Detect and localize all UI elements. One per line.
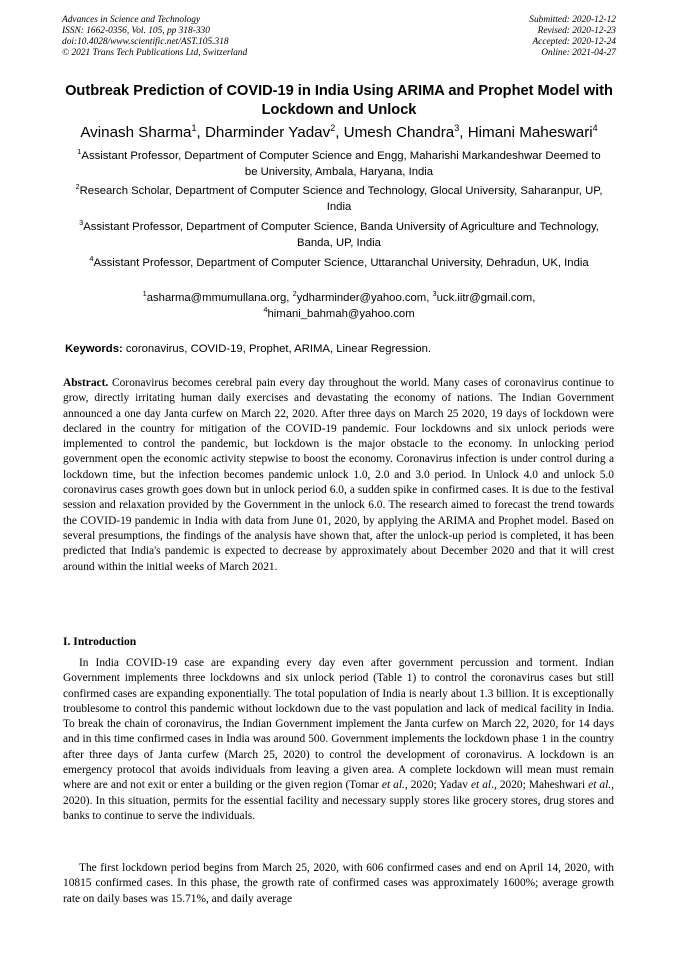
abstract-label: Abstract.: [63, 377, 109, 389]
submitted-date: Submitted: 2020-12-12: [529, 15, 616, 25]
author-sup: 4: [592, 122, 598, 133]
affiliation-sup: 1: [77, 147, 82, 157]
paragraph-text: 2020; Yadav: [407, 779, 471, 792]
email-sup: 3: [432, 289, 437, 299]
paragraph-text: ., 2020; Maheshwari: [491, 779, 589, 792]
author-sup: 2: [330, 122, 336, 133]
copyright-info: © 2021 Trans Tech Publications Ltd, Switzerland: [62, 48, 248, 59]
paper-title: Outbreak Prediction of COVID-19 in India Using ARIMA and Prophet Model with Lockdown and Unlock: [65, 83, 613, 118]
author-name: Avinash Sharma: [80, 124, 192, 141]
submission-dates: [529, 15, 616, 59]
email-link[interactable]: asharma@mmumullana.org: [146, 292, 287, 304]
author-sup: 1: [191, 122, 197, 133]
section-heading: I. Introduction: [63, 635, 137, 648]
affiliation-sup: 4: [89, 254, 94, 264]
accepted-date: Accepted: 2020-12-24: [532, 37, 616, 48]
email-sup: 2: [292, 289, 297, 299]
paragraph-text: In India COVID-19 case are expanding every day even after government percussion and torment. Indian Government implements three lockdowns and six unlock period (Table 1) to control the coronavirus cases but still confirmed cases are expanding exponentially. The total population of India is nearly about 1.3 billion. It is exceptionally troublesome to control this pandemic without lockdown due to the vast population and lack of medical facility in India. To break the chain of coronavirus, the Indian Government implement the Janta curfew on March 22, 2020, for 14 days and in this time confirmed cases in India was around 500. Government implements the lockdown phase 1 in the country after three days of Janta curfew (March 25, 2020) to control the development of coronavirus. A lockdown is an emergency protocol that avoids individuals from leaving a given area. A complete lockdown will mean must remain where are and not exit or enter a building or the given region (Tomar: [63, 657, 614, 792]
affiliation: [70, 220, 608, 251]
email-sup: 4: [263, 304, 268, 314]
email-link[interactable]: ydharminder@yahoo.com: [296, 292, 427, 304]
keywords-text: coronavirus, COVID-19, Prophet, ARIMA, Linear Regression.: [125, 343, 432, 355]
journal-name: Advances in Science and Technology: [62, 15, 201, 25]
revised-date: Revised: 2020-12-23: [537, 26, 616, 37]
email-link[interactable]: uck.iitr@gmail.com: [436, 292, 533, 304]
body-paragraph: The first lockdown period begins from March 25, 2020, with 606 confirmed cases and end on April 14, 2020, with 10815 confirmed cases. In this phase, the growth rate of confirmed cases was approximately 1600%; average growth rate on daily bases was 15.71%, and daily average: [63, 862, 614, 905]
keywords-label: Keywords:: [65, 343, 123, 355]
author-name: Umesh Chandra: [343, 124, 455, 141]
author-sup: 3: [454, 122, 460, 133]
abstract-text: Coronavirus becomes cerebral pain every day throughout the world. Many cases of coronavirus continue to grow, directly irritating human daily exercises and devastating the economy of nations. The Indian Government announced a one day Janta curfew on March 22, 2020. After three days on March 25 2020, 19 days of lockdown were declared in the country for mitigation of the COVID-19 pandemic. Four lockdowns and six unlock periods were implemented to control the pandemic, but lockdown is the major obstacle to the economy. In unlocking period government open the economic activity stepwise to boost the economy. Coronavirus infection is under control during a lockdown time, but the infection becomes pandemic unlock 1.0, 2.0 and 3.0 period. In Unlock 4.0 and unlock 5.0 coronavirus cases growth goes down but in unlock period 6.0, a sudden spike in confirmed cases. It is due to the festival session and relaxation provided by the Government in the unlock 6.0. The research aimed to forecast the trend towards the COVID-19 pandemic in India with data from June 01, 2020, by applying the ARIMA and Prophet model. Based on several presumptions, the findings of the analysis have shown that, after the unlock-up period is completed, it has been predicted that India's pandemic is expected to decrease by approximately about December 2020 and that it will crest around within the initial weeks of March 2021.: [63, 377, 614, 573]
affiliation: [70, 149, 608, 180]
citation-etal: et al.,: [588, 779, 614, 792]
journal-info: [62, 15, 247, 59]
abstract: [63, 376, 614, 575]
keywords: [65, 342, 625, 357]
affiliation-sup: 2: [75, 182, 80, 192]
doi-info: doi:10.4028/www.scientific.net/AST.105.318: [62, 37, 229, 48]
citation-etal: et al.,: [381, 779, 408, 792]
citation-etal: et al: [470, 779, 492, 792]
author-name: Dharminder Yadav: [204, 124, 331, 141]
affiliation-text: Assistant Professor, Department of Computer Science, Uttaranchal University, Dehradun, UK, India: [93, 257, 589, 269]
issn-info: ISSN: 1662-0356, Vol. 105, pp 318-330: [62, 26, 210, 37]
affiliation-sup: 3: [79, 218, 84, 228]
affiliation-text: Research Scholar, Department of Computer Science and Technology, Glocal University, Saharanpur, UP, India: [79, 185, 603, 213]
affiliation-text: Assistant Professor, Department of Computer Science, Banda University of Agriculture and Technology, Banda, UP, India: [83, 221, 599, 249]
paragraph-text: 2020). In this situation, permits for the essential facility and necessary supply stores like grocery stores, drug stores and banks to continue to serve the individuals.: [63, 794, 614, 822]
online-date: Online: 2021-04-27: [541, 48, 616, 59]
email-sup: 1: [142, 289, 147, 299]
email-link[interactable]: himani_bahmah@yahoo.com: [267, 307, 415, 320]
email-list: $^1$asharma@mmumullana.org, $^2$ydharminder@yahoo.com, $^3$uck.iitr@gmail.com, $^4$himani_bahmah@yahoo.com: [142, 289, 536, 320]
author-name: Himani Maheswari: [467, 124, 593, 141]
affiliation: [70, 184, 608, 215]
author-list: Avinash Sharma$^1$, Dharminder Yadav$^2$, Umesh Chandra$^3$, Himani Maheswari$^4$: [80, 122, 598, 141]
body-paragraph: [63, 656, 614, 824]
affiliation-text: Assistant Professor, Department of Computer Science and Engg, Maharishi Markandeshwar Deemed to be University, Ambala, Haryana, India: [81, 150, 601, 178]
affiliation: [70, 256, 608, 272]
